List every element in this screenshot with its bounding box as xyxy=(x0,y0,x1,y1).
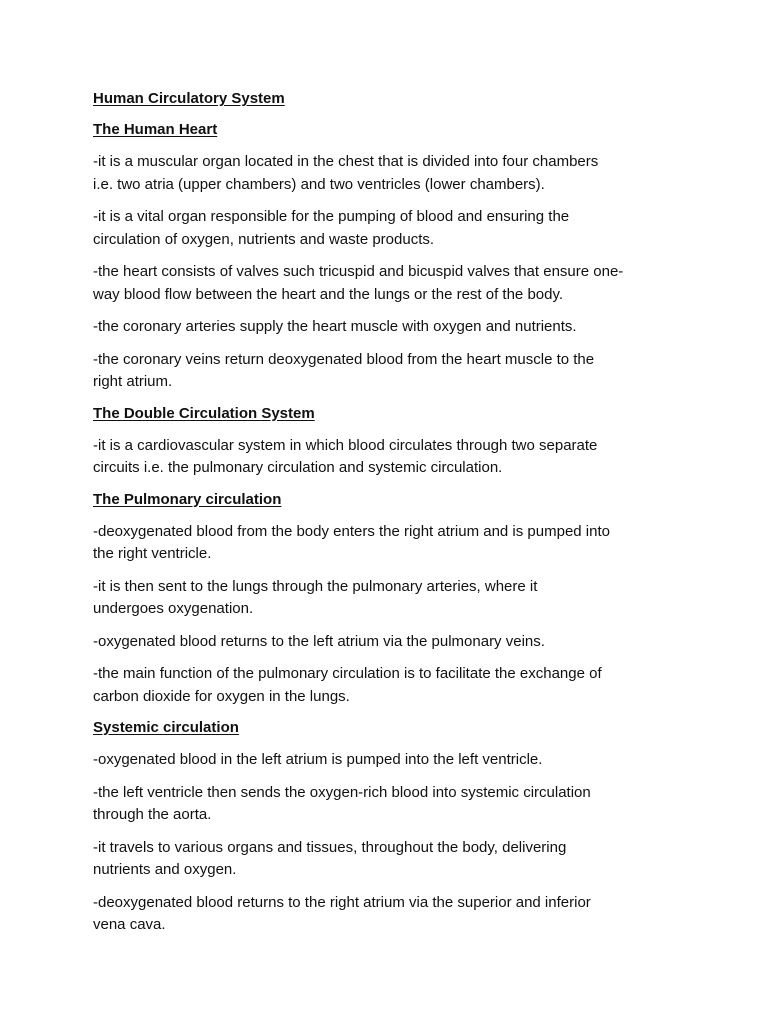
paragraph-line: -the heart consists of valves such tricuspid and bicuspid valves that ensure one- xyxy=(93,263,624,280)
document-title: Human Circulatory System xyxy=(93,90,285,107)
paragraph-line: -deoxygenated blood from the body enters the right atrium and is pumped into xyxy=(93,522,610,540)
paragraph-line: -it is a cardiovascular system in which blood circulates through two separate xyxy=(93,436,598,454)
paragraph xyxy=(93,631,683,654)
section-heading: Systemic circulation xyxy=(93,719,239,736)
paragraph xyxy=(93,435,683,480)
paragraph-line: -deoxygenated blood returns to the right atrium via the superior and inferior xyxy=(93,893,591,911)
paragraph-line: -the coronary arteries supply the heart muscle with oxygen and nutrients. xyxy=(93,318,577,335)
paragraph-line: -oxygenated blood in the left atrium is pumped into the left ventricle. xyxy=(93,751,543,768)
paragraph xyxy=(93,151,683,196)
paragraph xyxy=(93,892,683,937)
paragraph-line: -the left ventricle then sends the oxygen-rich blood into systemic circulation xyxy=(93,783,591,801)
paragraph-line: -it is a vital organ responsible for the pumping of blood and ensuring the xyxy=(93,208,570,225)
paragraph xyxy=(93,316,683,339)
paragraph xyxy=(93,349,683,394)
paragraph-line: carbon dioxide for oxygen in the lungs. xyxy=(93,687,350,705)
paragraph xyxy=(93,206,683,251)
paragraph xyxy=(93,261,683,306)
paragraph-line: -it is then sent to the lungs through the pulmonary arteries, where it xyxy=(93,577,538,595)
paragraph xyxy=(93,521,683,566)
paragraph xyxy=(93,782,683,827)
paragraph-line: vena cava. xyxy=(93,916,166,933)
paragraph-line: i.e. two atria (upper chambers) and two ventricles (lower chambers). xyxy=(93,175,545,193)
paragraph-line: the right ventricle. xyxy=(93,545,212,562)
paragraph xyxy=(93,749,683,772)
paragraph-line: circuits i.e. the pulmonary circulation and systemic circulation. xyxy=(93,459,503,476)
paragraph xyxy=(93,663,683,708)
paragraph-line: -oxygenated blood returns to the left atrium via the pulmonary veins. xyxy=(93,632,545,650)
paragraph-line: through the aorta. xyxy=(93,806,212,823)
section-heading: The Human Heart xyxy=(93,121,218,138)
section-heading: The Pulmonary circulation xyxy=(93,490,282,508)
paragraph-line: -it travels to various organs and tissues, throughout the body, delivering xyxy=(93,838,567,856)
paragraph-line: -it is a muscular organ located in the chest that is divided into four chambers xyxy=(93,153,599,170)
paragraph-line: right atrium. xyxy=(93,373,173,390)
paragraph xyxy=(93,837,683,882)
paragraph xyxy=(93,576,683,621)
paragraph-line: -the coronary veins return deoxygenated blood from the heart muscle to the xyxy=(93,350,595,368)
paragraph-line: nutrients and oxygen. xyxy=(93,861,237,878)
paragraph-line: way blood flow between the heart and the lungs or the rest of the body. xyxy=(93,285,564,303)
paragraph-line: undergoes oxygenation. xyxy=(93,600,254,617)
paragraph-line: circulation of oxygen, nutrients and waste products. xyxy=(93,230,435,248)
paragraph-line: -the main function of the pulmonary circulation is to facilitate the exchange of xyxy=(93,665,602,682)
document-body xyxy=(93,89,683,947)
section-heading: The Double Circulation System xyxy=(93,404,315,422)
